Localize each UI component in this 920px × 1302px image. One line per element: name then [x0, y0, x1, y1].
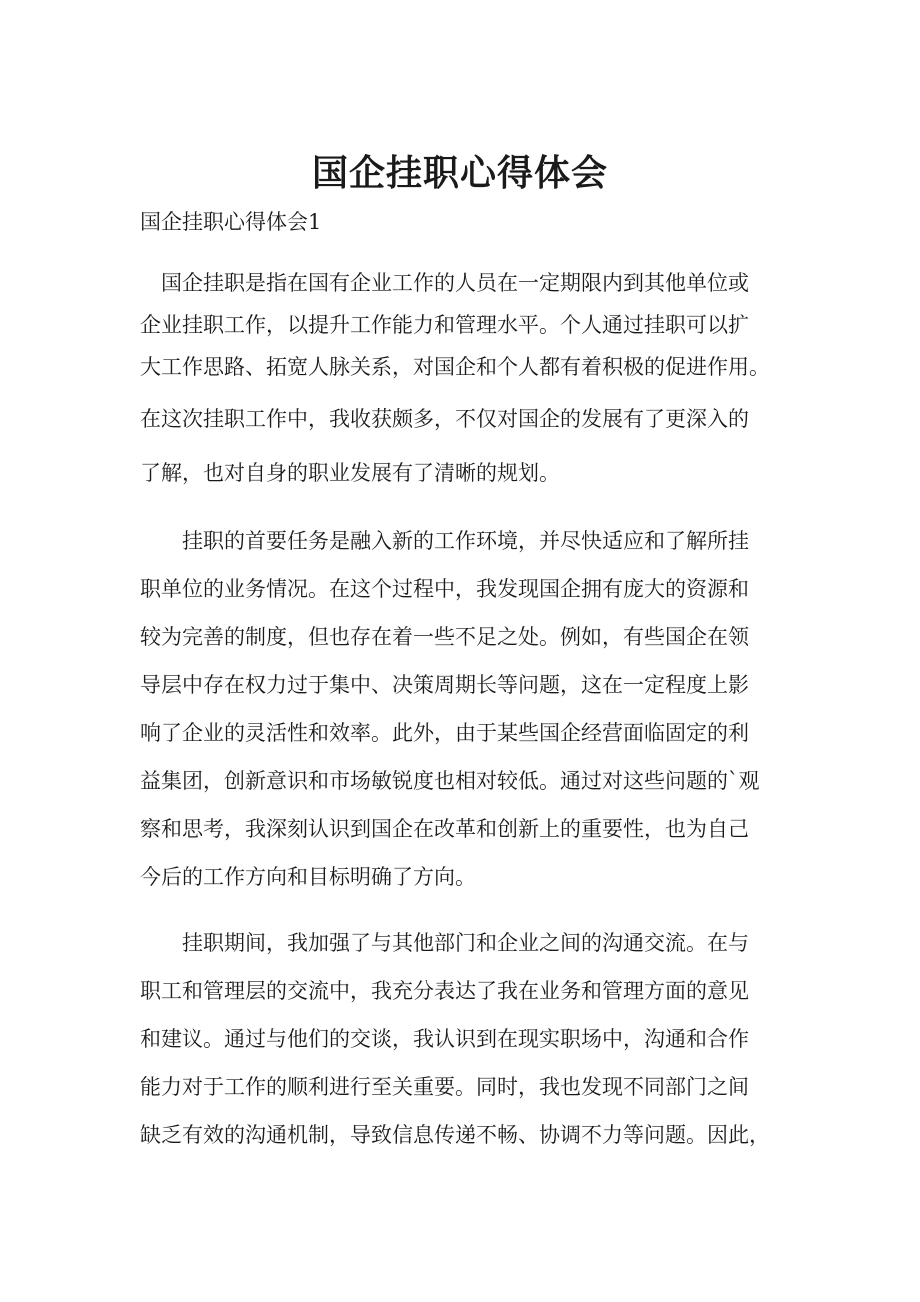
paragraph-line: 在这次挂职工作中，我收获颇多，不仅对国企的发展有了更深入的: [140, 407, 749, 431]
paragraph-line: 较为完善的制度，但也存在着一些不足之处。例如，有些国企在领: [140, 625, 749, 649]
paragraph-line: 大工作思路、拓宽人脉关系，对国企和个人都有着积极的促进作用。: [140, 355, 770, 379]
paragraph-line: 企业挂职工作，以提升工作能力和管理水平。个人通过挂职可以扩: [140, 313, 749, 337]
paragraph-line: 职工和管理层的交流中，我充分表达了我在业务和管理方面的意见: [140, 979, 749, 1003]
paragraph-line: 今后的工作方向和目标明确了方向。: [140, 865, 476, 889]
paragraph-line: 响了企业的灵活性和效率。此外，由于某些国企经营面临固定的利: [140, 721, 749, 745]
paragraph-line: 挂职的首要任务是融入新的工作环境，并尽快适应和了解所挂: [140, 529, 749, 553]
paragraph-line: 了解，也对自身的职业发展有了清晰的规划。: [140, 461, 560, 485]
paragraph-line: 缺乏有效的沟通机制，导致信息传递不畅、协调不力等问题。因此，: [140, 1123, 770, 1147]
document-title: 国企挂职心得体会: [311, 152, 608, 194]
paragraph-line: 察和思考，我深刻认识到国企在改革和创新上的重要性，也为自己: [140, 817, 749, 841]
paragraph-line: 职单位的业务情况。在这个过程中，我发现国企拥有庞大的资源和: [140, 577, 749, 601]
paragraph-line: 和建议。通过与他们的交谈，我认识到在现实职场中，沟通和合作: [140, 1027, 749, 1051]
paragraph-line: 国企挂职是指在国有企业工作的人员在一定期限内到其他单位或: [140, 271, 749, 295]
document-subtitle: 国企挂职心得体会1: [140, 210, 322, 234]
paragraph-line: 能力对于工作的顺利进行至关重要。同时，我也发现不同部门之间: [140, 1075, 749, 1099]
paragraph-line: 益集团，创新意识和市场敏锐度也相对较低。通过对这些问题的`观: [140, 769, 760, 793]
paragraph-line: 导层中存在权力过于集中、决策周期长等问题，这在一定程度上影: [140, 673, 749, 697]
paragraph-line: 挂职期间，我加强了与其他部门和企业之间的沟通交流。在与: [140, 931, 749, 955]
